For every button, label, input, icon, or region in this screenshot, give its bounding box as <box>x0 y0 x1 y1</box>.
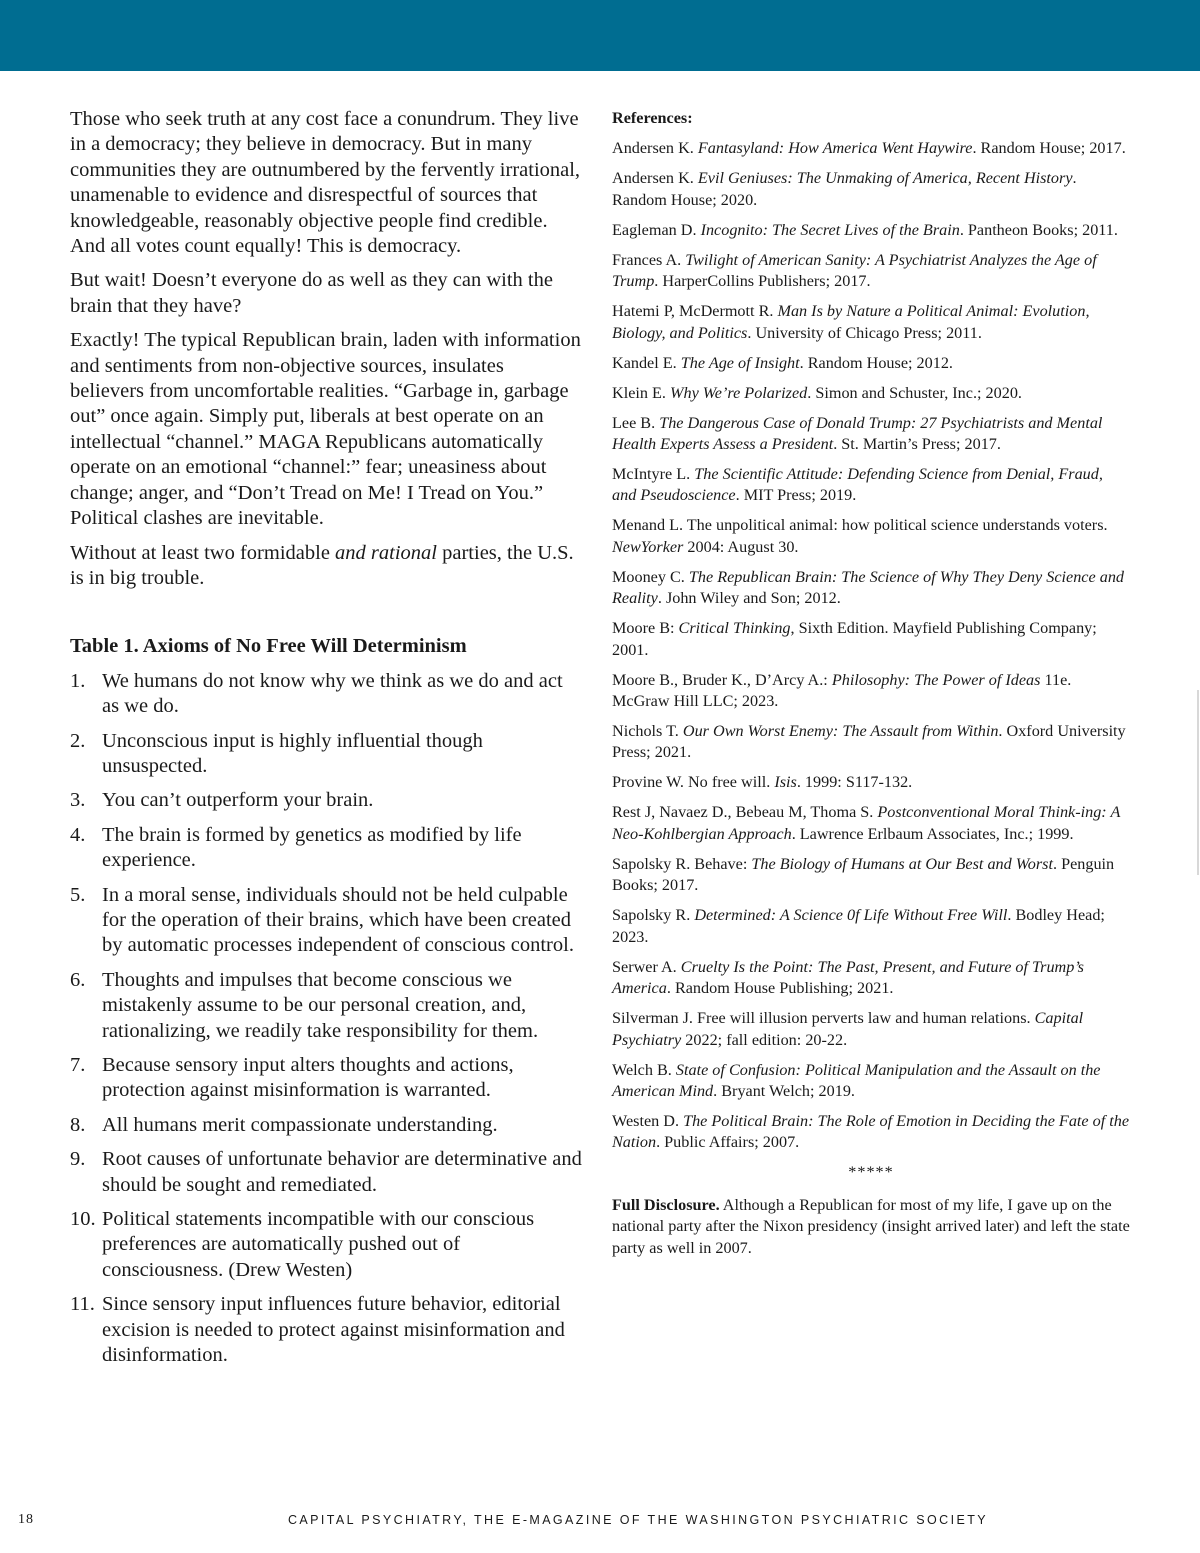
reference-author: Menand L. The unpolitical animal: how political science understands voters. <box>612 516 1108 535</box>
reference-title: Postconventional Moral Think-ing: A Neo-Kohlbergian Approach <box>612 803 1121 843</box>
reference-item <box>612 721 1130 764</box>
table-title: Table 1. Axioms of No Free Will Determinism <box>70 635 467 658</box>
reference-publisher: . Public Affairs; 2007. <box>656 1133 800 1152</box>
axiom-number: 4. <box>70 823 86 846</box>
reference-author: Lee B. <box>612 413 660 432</box>
reference-item <box>612 464 1130 507</box>
axiom-number: 10. <box>70 1208 96 1231</box>
axiom-item <box>70 1207 582 1283</box>
reference-item <box>612 383 1130 404</box>
reference-title: The Scientific Attitude: Defending Science from Denial, Fraud, and Pseudoscience <box>612 465 1103 505</box>
axiom-number: 2. <box>70 729 86 752</box>
reference-title: Fantasyland: How America Went Haywire <box>697 139 973 158</box>
reference-publisher: . Lawrence Erlbaum Associates, Inc.; 1999. <box>791 824 1074 843</box>
axiom-text: Thoughts and impulses that become conscious we mistakenly assume to be our personal creation, and, rationalizing, we readily take responsibility for them. <box>102 968 539 1042</box>
axiom-text: In a moral sense, individuals should not be held culpable for the operation of their brains, which have been created by automatic processes independent of conscious control. <box>102 883 574 957</box>
axiom-number: 5. <box>70 883 86 906</box>
page-number: 18 <box>18 1512 34 1527</box>
axiom-item <box>70 823 582 874</box>
reference-publisher: . Bryant Welch; 2019. <box>713 1081 855 1100</box>
reference-title: The Political Brain: The Role of Emotion in Deciding the Fate of the Nation <box>612 1111 1130 1152</box>
reference-publisher: 2022; fall edition: 20-22. <box>681 1030 848 1049</box>
reference-publisher: . John Wiley and Son; 2012. <box>657 589 841 608</box>
reference-publisher: . HarperCollins Publishers; 2017. <box>654 272 871 291</box>
reference-item <box>612 1060 1130 1103</box>
axiom-item <box>70 669 582 720</box>
reference-title: Isis <box>774 773 797 792</box>
reference-publisher: . Random House Publishing; 2021. <box>666 979 894 998</box>
reference-author: Serwer A. <box>612 957 681 976</box>
axiom-number: 7. <box>70 1054 86 1076</box>
reference-item <box>612 250 1130 293</box>
reference-title: Critical Thinking <box>678 619 791 638</box>
reference-title: Incognito: The Secret Lives of the Brain <box>700 220 960 239</box>
reference-author: Rest J, Navaez D., Bebeau M, Thoma S. <box>612 803 878 822</box>
section-separator: ***** <box>848 1163 894 1182</box>
reference-author: Andersen K. <box>612 139 698 158</box>
reference-item <box>612 353 1130 374</box>
reference-title: Why We’re Polarized <box>670 383 808 402</box>
reference-item <box>612 168 1130 211</box>
axiom-text: You can’t outperform your brain. <box>102 789 374 812</box>
reference-author: Nichols T. <box>612 722 683 741</box>
reference-author: McIntyre L. <box>612 465 695 484</box>
reference-title: The Dangerous Case of Donald Trump: 27 Psychiatrists and Mental Health Experts Assess a President <box>612 413 1103 454</box>
paragraph-4-end: parties, the U.S. is in big trouble. <box>70 541 574 589</box>
reference-author: Kandel E. <box>612 353 681 372</box>
reference-publisher: . Simon and Schuster, Inc.; 2020. <box>807 383 1022 402</box>
axiom-item <box>70 1147 582 1198</box>
axiom-number: 9. <box>70 1148 86 1171</box>
reference-title: Twilight of American Sanity: A Psychiatrist Analyzes the Age of Trump <box>612 250 1097 291</box>
reference-author: Silverman J. Free will illusion perverts law and human relations. <box>612 1009 1035 1028</box>
axiom-number: 11. <box>70 1293 95 1316</box>
references-heading: References: <box>612 109 693 127</box>
reference-item <box>612 301 1130 344</box>
reference-publisher: 11e. McGraw Hill LLC; 2023. <box>612 670 1072 711</box>
axiom-text: Unconscious input is highly influential though unsuspected. <box>102 729 483 777</box>
reference-title: Capital Psychiatry <box>612 1009 1084 1049</box>
axiom-number: 1. <box>70 669 86 692</box>
edge-divider <box>1197 690 1199 875</box>
reference-publisher: . University of Chicago Press; 2011. <box>747 323 982 342</box>
axiom-item <box>70 1113 582 1138</box>
reference-title: NewYorker <box>612 537 684 556</box>
reference-item <box>612 220 1130 241</box>
reference-item <box>612 618 1130 661</box>
axiom-item <box>70 1053 582 1104</box>
axiom-item <box>70 729 582 780</box>
reference-publisher: . Pantheon Books; 2011. <box>959 220 1118 239</box>
references-list <box>612 138 1130 1153</box>
magazine-footer: CAPITAL PSYCHIATRY, THE E-MAGAZINE OF THE WASHINGTON PSYCHIATRIC SOCIETY <box>288 1513 988 1527</box>
reference-item <box>612 1111 1130 1154</box>
paragraph-1: Those who seek truth at any cost face a conundrum. They live in a democracy; they believe in democracy. But in many communities they are outnumbered by the fervently irrational, unamenable to evidence and disrespectful of sources that knowledgeable, reasonably objective people find credible. And all votes count equally! This is democracy. <box>70 108 581 258</box>
axioms-list <box>70 669 582 1369</box>
reference-publisher: . Penguin Books; 2017. <box>612 854 1115 895</box>
reference-title: Man Is by Nature a Political Animal: Evolution, Biology, and Politics <box>612 302 1090 342</box>
reference-publisher: , Sixth Edition. Mayfield Publishing Company; 2001. <box>612 619 1097 659</box>
reference-title: Cruelty Is the Point: The Past, Present, and Future of Trump’s America <box>612 957 1084 998</box>
reference-item <box>612 854 1130 897</box>
reference-title: The Age of Insight <box>680 353 800 372</box>
reference-publisher: . Oxford University Press; 2021. <box>612 722 1126 762</box>
reference-title: The Republican Brain: The Science of Why They Deny Science and Reality <box>612 567 1125 608</box>
reference-publisher: 2004: August 30. <box>683 537 799 556</box>
reference-item <box>612 567 1130 610</box>
reference-item <box>612 413 1130 456</box>
reference-author: Klein E. <box>612 383 670 402</box>
axiom-number: 6. <box>70 968 86 991</box>
article-body <box>70 107 582 1377</box>
header-band <box>0 0 1200 71</box>
reference-title: Evil Geniuses: The Unmaking of America, Recent History <box>697 169 1073 188</box>
axiom-number: 3. <box>70 789 86 812</box>
reference-item <box>612 670 1130 713</box>
axiom-text: Root causes of unfortunate behavior are determinative and should be sought and remediated. <box>102 1148 582 1196</box>
reference-title: The Biology of Humans at Our Best and Worst <box>751 854 1053 873</box>
axiom-text: Since sensory input influences future behavior, editorial excision is needed to protect against misinformation and disinformation. <box>102 1293 565 1367</box>
reference-publisher: . Random House; 2020. <box>612 169 1077 209</box>
axiom-text: Political statements incompatible with our conscious preferences are automatically pushed out of consciousness. (Drew Westen) <box>102 1208 535 1281</box>
reference-title: Philosophy: The Power of Ideas <box>831 670 1041 689</box>
reference-author: Moore B: <box>612 619 679 638</box>
reference-item <box>612 957 1130 1000</box>
reference-author: Andersen K. <box>612 169 698 188</box>
paragraph-4-italic: and rational <box>335 541 437 564</box>
reference-author: Sapolsky R. <box>612 906 695 925</box>
paragraph-4-start: Without at least two formidable <box>70 541 336 564</box>
reference-author: Moore B., Bruder K., D’Arcy A.: <box>612 670 832 689</box>
disclosure-label: Full Disclosure. <box>612 1195 720 1214</box>
axiom-text: All humans merit compassionate understanding. <box>102 1113 498 1136</box>
reference-author: Frances A. <box>612 250 686 269</box>
reference-publisher: . 1999: S117-132. <box>796 773 913 792</box>
axiom-item <box>70 1292 582 1368</box>
reference-author: Hatemi P, McDermott R. <box>612 302 778 321</box>
reference-author: Sapolsky R. Behave: <box>612 854 752 873</box>
reference-author: Eagleman D. <box>612 220 701 239</box>
reference-item <box>612 905 1130 948</box>
reference-publisher: . St. Martin’s Press; 2017. <box>833 435 1001 454</box>
reference-publisher: . MIT Press; 2019. <box>735 486 857 505</box>
paragraph-4 <box>70 541 582 592</box>
reference-item <box>612 138 1130 159</box>
reference-publisher: . Bodley Head; 2023. <box>612 906 1105 946</box>
paragraph-3: Exactly! The typical Republican brain, laden with information and sentiments from non-objective sources, insulates believers from uncomfortable realities. “Garbage in, garbage out” once again. Simply put, liberals at best operate on an intellectual “channel.” MAGA Republicans automatically operate on an emotional “channel:” fear; uneasiness about change; anger, and “Don’t Tread on Me! I Tread on You.” Political clashes are inevitable. <box>70 329 581 530</box>
axiom-text: Because sensory input alters thoughts and actions, protection against misinformation is warranted. <box>102 1054 514 1102</box>
axiom-text: The brain is formed by genetics as modified by life experience. <box>102 823 522 872</box>
reference-publisher: . Random House; 2017. <box>972 139 1126 158</box>
paragraph-2: But wait! Doesn’t everyone do as well as they can with the brain that they have? <box>70 269 553 317</box>
references-column <box>612 108 1130 1259</box>
reference-author: Provine W. No free will. <box>612 773 775 792</box>
reference-item <box>612 1008 1130 1051</box>
reference-item <box>612 515 1130 558</box>
full-disclosure <box>612 1195 1130 1259</box>
axiom-item <box>70 788 582 813</box>
reference-publisher: . Random House; 2012. <box>799 353 953 372</box>
reference-item <box>612 772 1130 793</box>
reference-author: Westen D. <box>612 1111 684 1130</box>
reference-item <box>612 802 1130 845</box>
reference-title: Determined: A Science 0f Life Without Free Will <box>694 906 1008 925</box>
reference-title: Our Own Worst Enemy: The Assault from Within <box>682 722 999 741</box>
reference-author: Mooney C. <box>612 567 689 586</box>
axiom-text: We humans do not know why we think as we do and act as we do. <box>102 669 563 718</box>
disclosure-text: Although a Republican for most of my life, I gave up on the national party after the Nixon presidency (insight arrived later) and left the state party as well in 2007. <box>612 1195 1130 1257</box>
axiom-item <box>70 968 582 1044</box>
axiom-number: 8. <box>70 1113 86 1136</box>
reference-title: State of Confusion: Political Manipulation and the Assault on the American Mind <box>612 1060 1101 1100</box>
reference-author: Welch B. <box>612 1060 676 1079</box>
axiom-item <box>70 883 582 959</box>
